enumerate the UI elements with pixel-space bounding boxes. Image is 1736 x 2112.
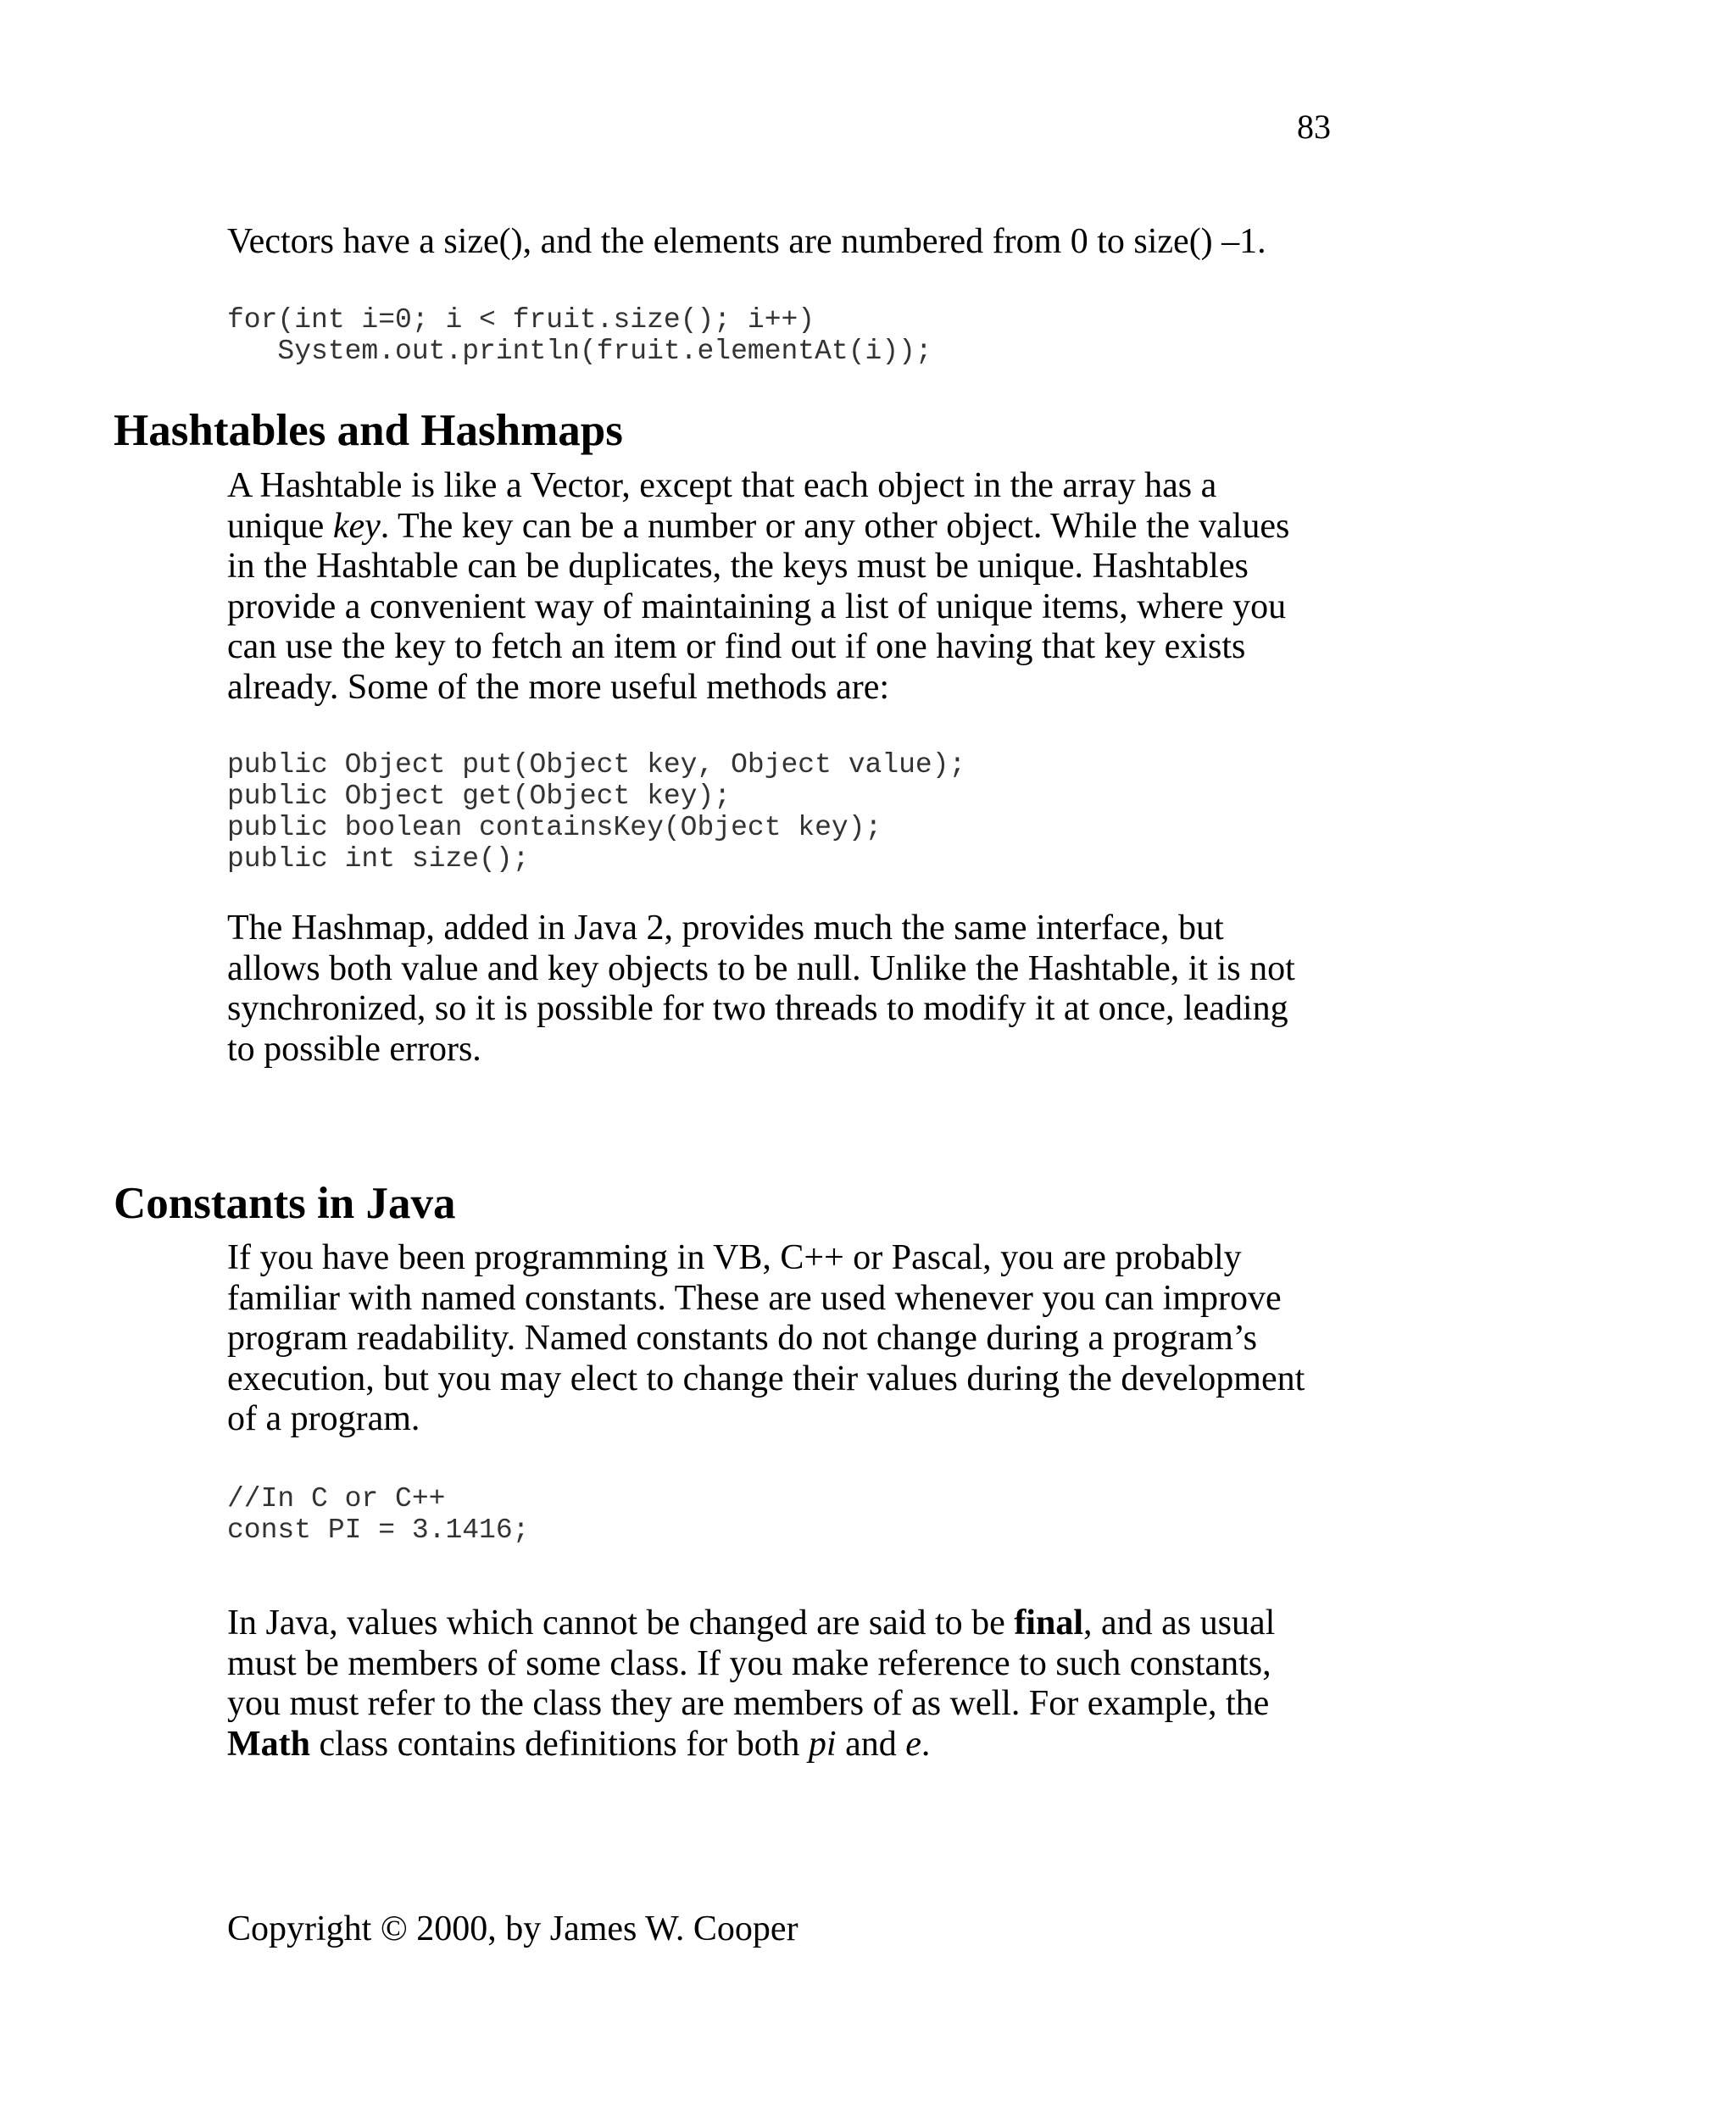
paragraph-line bbox=[227, 1725, 1329, 1765]
paragraph-line bbox=[227, 1603, 1329, 1644]
emphasis-pi: pi bbox=[808, 1724, 837, 1764]
emphasis-key: key bbox=[332, 506, 381, 546]
paragraph-line: to possible errors. bbox=[227, 1029, 481, 1069]
intro-paragraph bbox=[227, 222, 1329, 263]
text-run: and bbox=[836, 1724, 906, 1764]
hashtable-paragraph bbox=[227, 466, 1329, 708]
emphasis-e: e bbox=[905, 1724, 921, 1764]
code-block-const-pi bbox=[227, 1483, 1329, 1546]
intro-text: Vectors have a size(), and the elements are numbered from 0 to size() –1. bbox=[227, 222, 1266, 261]
paragraph-line: of a program. bbox=[227, 1399, 420, 1438]
code-block-vector-loop bbox=[227, 304, 1329, 367]
code-line: for(int i=0; i < fruit.size(); i++) bbox=[227, 304, 815, 336]
code-line: public int size(); bbox=[227, 843, 530, 875]
section-heading-constants: Constants in Java bbox=[114, 1179, 456, 1228]
text-run: class contains definitions for both bbox=[310, 1724, 809, 1764]
text-run: , and as usual bbox=[1083, 1603, 1276, 1642]
paragraph-line bbox=[227, 507, 1329, 547]
paragraph-line: already. Some of the more useful methods are: bbox=[227, 667, 890, 707]
paragraph-line: in the Hashtable can be duplicates, the keys must be unique. Hashtables bbox=[227, 547, 1249, 586]
code-line: System.out.println(fruit.elementAt(i)); bbox=[227, 336, 932, 367]
paragraph-line: provide a convenient way of maintaining a list of unique items, where you bbox=[227, 586, 1287, 626]
paragraph-line: program readability. Named constants do not change during a program’s bbox=[227, 1319, 1257, 1358]
text-run: In Java, values which cannot be changed are said to be bbox=[227, 1603, 1015, 1642]
code-line: public Object put(Object key, Object value); bbox=[227, 749, 966, 781]
hashmap-paragraph bbox=[227, 909, 1329, 1070]
paragraph-line: If you have been programming in VB, C++ or Pascal, you are probably bbox=[227, 1238, 1242, 1277]
paragraph-line: allows both value and key objects to be null. Unlike the Hashtable, it is not bbox=[227, 948, 1295, 988]
paragraph-line: can use the key to fetch an item or find out if one having that key exists bbox=[227, 627, 1246, 666]
text-run: unique bbox=[227, 506, 333, 546]
copyright-footer: Copyright © 2000, by James W. Cooper bbox=[227, 1909, 798, 1948]
constants-paragraph bbox=[227, 1238, 1329, 1440]
paragraph-line: A Hashtable is like a Vector, except that each object in the array has a bbox=[227, 466, 1217, 505]
page-number: 83 bbox=[1297, 108, 1331, 146]
keyword-final: final bbox=[1014, 1603, 1083, 1642]
code-line: public boolean containsKey(Object key); bbox=[227, 812, 882, 843]
code-line: const PI = 3.1416; bbox=[227, 1515, 530, 1546]
paragraph-line: you must refer to the class they are members of as well. For example, the bbox=[227, 1684, 1270, 1723]
section-heading-hashtables: Hashtables and Hashmaps bbox=[114, 406, 623, 455]
text-run: . bbox=[921, 1724, 931, 1764]
paragraph-line: must be members of some class. If you make reference to such constants, bbox=[227, 1643, 1271, 1683]
code-line: //In C or C++ bbox=[227, 1483, 446, 1515]
final-paragraph bbox=[227, 1603, 1329, 1765]
paragraph-line: The Hashmap, added in Java 2, provides much the same interface, but bbox=[227, 909, 1224, 948]
class-name-math: Math bbox=[227, 1724, 310, 1764]
code-line: public Object get(Object key); bbox=[227, 781, 732, 812]
paragraph-line: familiar with named constants. These are used whenever you can improve bbox=[227, 1278, 1282, 1318]
paragraph-line: execution, but you may elect to change their values during the development bbox=[227, 1359, 1305, 1398]
text-run: . The key can be a number or any other object. While the values bbox=[380, 506, 1290, 546]
code-block-hashtable-methods bbox=[227, 749, 1329, 875]
paragraph-line: synchronized, so it is possible for two threads to modify it at once, leading bbox=[227, 989, 1288, 1028]
